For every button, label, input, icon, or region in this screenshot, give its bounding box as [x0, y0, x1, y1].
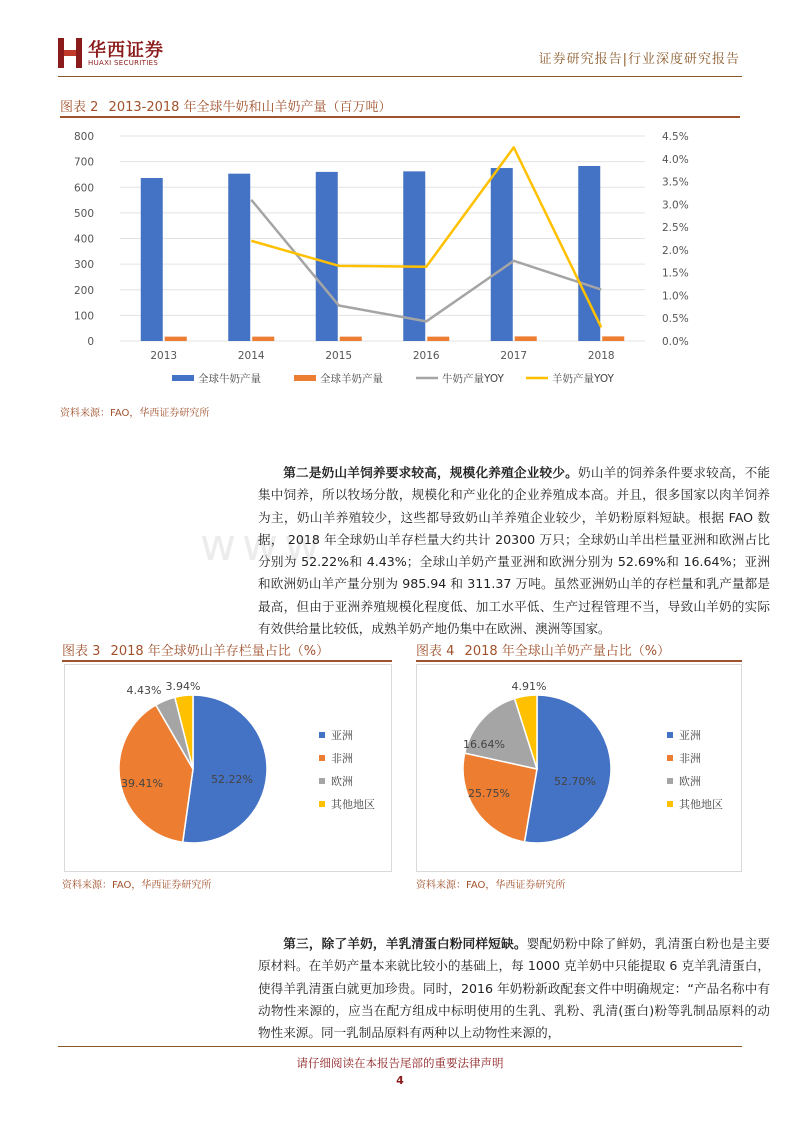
- legend-label: 非洲: [331, 752, 353, 765]
- bar-cow-milk: [578, 166, 600, 341]
- figure3-caption: [62, 640, 329, 659]
- report-type: 证券研究报告|行业深度研究报告: [538, 52, 740, 67]
- legend-label: 全球牛奶产量: [198, 373, 261, 385]
- y-tick-label: 700: [73, 156, 94, 169]
- page-number: 4: [396, 1074, 404, 1087]
- figure4-rule: [416, 660, 742, 662]
- x-tick-label: 2016: [412, 350, 440, 362]
- pie-data-label: 39.41%: [121, 777, 163, 790]
- y-tick-label: 500: [73, 207, 94, 220]
- bar-cow-milk: [316, 172, 338, 341]
- legend-swatch: [667, 755, 673, 761]
- bar-goat-milk: [602, 336, 624, 341]
- y2-tick-label: 1.5%: [662, 267, 689, 280]
- y2-tick-label: 3.0%: [662, 199, 689, 212]
- paragraph2-body: 婴配奶粉中除了鲜奶，乳清蛋白粉也是主要原材料。在羊奶产量本来就比较小的基础上，每 1000 克羊奶中只能提取 6 克羊乳清蛋白，使得羊乳清蛋白就更加珍贵。同时，2016 年奶粉新政配套文件中明确规定：“产品名称中有动物性来源的，应当在配方组成中标明使用的生乳、乳粉、乳清(蛋白)粉等乳制品原料的动物性来源。同一乳制品原料有两种以上动物性来源的，: [258, 936, 771, 1041]
- figure2-title: 2013-2018 年全球牛奶和山羊奶产量（百万吨）: [108, 100, 392, 115]
- bar-goat-milk: [427, 337, 449, 341]
- pie-data-label: 3.94%: [165, 680, 201, 693]
- legend-swatch: [294, 375, 316, 381]
- pie-data-label: 4.43%: [126, 684, 162, 697]
- figure3-rule: [62, 660, 392, 662]
- y2-tick-label: 0.0%: [662, 336, 689, 348]
- bar-cow-milk: [403, 171, 425, 341]
- footer-divider: [58, 1046, 742, 1047]
- legend-swatch: [319, 778, 325, 784]
- legend-swatch: [319, 732, 325, 738]
- bar-cow-milk: [491, 168, 513, 341]
- bar-cow-milk: [141, 178, 163, 341]
- header-divider: [58, 76, 742, 77]
- pie-data-label: 16.64%: [463, 738, 505, 751]
- y-tick-label: 300: [73, 259, 94, 272]
- figure2-caption: [60, 96, 392, 115]
- y2-tick-label: 2.0%: [662, 244, 689, 257]
- y-tick-label: 100: [73, 310, 94, 323]
- figure3-label: 图表 3: [62, 644, 101, 659]
- legend-label: 全球羊奶产量: [320, 373, 383, 385]
- x-tick-label: 2018: [587, 350, 615, 362]
- bar-goat-milk: [165, 337, 187, 341]
- legend-swatch: [172, 375, 194, 381]
- bar-cow-milk: [228, 174, 250, 341]
- pie-data-label: 4.91%: [511, 680, 547, 693]
- y-tick-label: 200: [73, 284, 94, 297]
- figure2-source: 资料来源：FAO，华西证券研究所: [60, 408, 210, 419]
- combo-chart: [60, 118, 740, 400]
- figure4-caption: [416, 640, 670, 659]
- paragraph1-body: 奶山羊的饲养条件要求较高，不能集中饲养，所以牧场分散，规模化和产业化的企业养殖成本高。并且，很多国家以肉羊饲养为主，奶山羊养殖较少，这些都导致奶山羊养殖企业较少，羊奶粉原料短缺。根据 FAO 数据， 2018 年全球奶山羊存栏量大约共计 20300 万只；全球奶山羊出栏量亚洲和欧洲占比分别为 52.22%和 4.43%；全球山羊奶产量亚洲和欧洲分别为 52.69%和 16.64%；亚洲和欧洲奶山羊产量分别为 985.94 和 311.37 万吨。虽然亚洲奶山羊的存栏量和乳产量都是最高，但由于亚洲养殖规模化程度低、加工水平低、生产过程管理不当，导致山羊奶的实际有效供给量比较低，成熟羊奶产地仍集中在欧洲、澳洲等国家。: [258, 465, 771, 637]
- y2-tick-label: 4.5%: [662, 131, 689, 143]
- company-name-cn: 华西证券: [88, 40, 164, 61]
- pie-data-label: 25.75%: [468, 787, 510, 800]
- bar-goat-milk: [252, 337, 274, 341]
- legend-label: 非洲: [679, 752, 701, 765]
- pie-data-label: 52.22%: [211, 773, 253, 786]
- legend-label: 欧洲: [331, 775, 353, 788]
- pie-data-label: 52.70%: [554, 775, 596, 788]
- figure4-source: 资料来源：FAO，华西证券研究所: [416, 880, 566, 891]
- legend-swatch: [667, 732, 673, 738]
- pie-chart-goat-milk: [416, 664, 742, 872]
- x-tick-label: 2015: [325, 350, 353, 362]
- legend-label: 羊奶产量YOY: [552, 373, 614, 385]
- legend-label: 其他地区: [679, 798, 723, 811]
- legend-label: 其他地区: [331, 798, 375, 811]
- y2-tick-label: 0.5%: [662, 313, 689, 326]
- y2-tick-label: 3.5%: [662, 176, 689, 189]
- figure4-label: 图表 4: [416, 644, 455, 659]
- pie-chart-goat-inventory: [64, 664, 392, 872]
- legend-label: 牛奶产量YOY: [442, 373, 504, 385]
- line-goat-milk-yoy: [251, 147, 601, 327]
- y-tick-label: 0: [87, 336, 94, 348]
- figure3-source: 资料来源：FAO，华西证券研究所: [62, 880, 212, 891]
- figure3-title: 2018 年全球奶山羊存栏量占比（%）: [110, 644, 330, 659]
- figure2-label: 图表 2: [60, 100, 99, 115]
- paragraph-goat-breeding: [258, 462, 770, 640]
- figure4-title: 2018 年全球山羊奶产量占比（%）: [464, 644, 671, 659]
- legend-label: 欧洲: [679, 775, 701, 788]
- paragraph2-lead: 第三，除了羊奶，羊乳清蛋白粉同样短缺。: [283, 936, 527, 951]
- y-tick-label: 600: [73, 182, 94, 195]
- legend-swatch: [667, 778, 673, 784]
- legend-label: 亚洲: [331, 729, 353, 742]
- watermark: www: [200, 520, 326, 571]
- x-tick-label: 2013: [150, 350, 178, 362]
- paragraph1-lead: 第二是奶山羊饲养要求较高，规模化养殖企业较少。: [283, 465, 578, 480]
- bar-goat-milk: [340, 337, 362, 341]
- y-tick-label: 400: [73, 233, 94, 246]
- y2-tick-label: 1.0%: [662, 290, 689, 303]
- pie-slice: [183, 695, 267, 843]
- legend-label: 亚洲: [679, 729, 701, 742]
- legend-swatch: [319, 801, 325, 807]
- y2-tick-label: 2.5%: [662, 222, 689, 235]
- paragraph-whey-shortage: [258, 933, 770, 1044]
- y2-tick-label: 4.0%: [662, 153, 689, 166]
- y-tick-label: 800: [73, 131, 94, 143]
- x-tick-label: 2014: [237, 350, 265, 362]
- x-tick-label: 2017: [500, 350, 528, 362]
- company-name-en: HUAXI SECURITIES: [88, 59, 159, 67]
- legend-swatch: [667, 801, 673, 807]
- legend-swatch: [319, 755, 325, 761]
- bar-goat-milk: [515, 336, 537, 341]
- footer-disclaimer: 请仔细阅读在本报告尾部的重要法律声明: [296, 1056, 504, 1070]
- logo-icon: [58, 38, 82, 68]
